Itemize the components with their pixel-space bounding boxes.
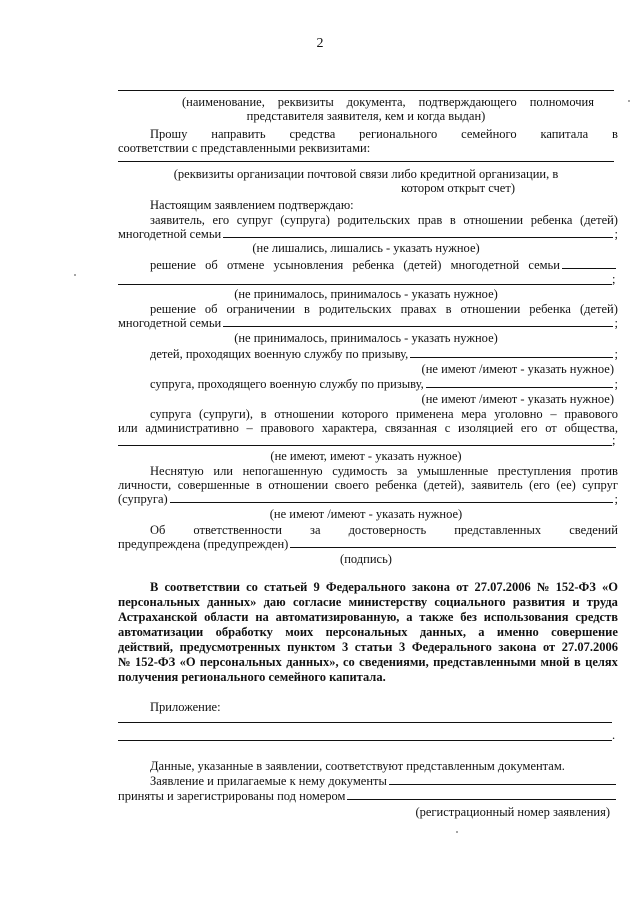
word: судимость — [332, 464, 388, 478]
word: непогашенную — [242, 464, 323, 478]
word: отношении — [460, 302, 521, 316]
word: полномочия — [529, 95, 594, 109]
word: правового — [564, 407, 618, 421]
data-match-statement: Данные, указанные в заявлении, соответствуют представленным документам. — [150, 759, 565, 773]
word: прав — [417, 213, 443, 227]
word: Федерального — [411, 640, 492, 654]
word: (ее) — [556, 478, 576, 492]
word: его — [520, 421, 538, 435]
word: № — [536, 580, 550, 594]
page-number: 2 — [316, 36, 324, 51]
consent-line-3 — [118, 610, 618, 624]
appendix-field-1[interactable] — [118, 722, 612, 723]
parental-rights-line-2: многодетной семьи ; — [118, 227, 618, 241]
word: персональных — [325, 625, 408, 639]
word: правового — [260, 421, 315, 435]
word: мной — [540, 655, 570, 669]
word: отношении — [268, 478, 329, 492]
word: совершение — [551, 625, 618, 639]
accepted-date-field[interactable] — [389, 774, 616, 785]
word: данных», — [286, 655, 339, 669]
word: с — [444, 421, 451, 435]
word: капитала — [540, 127, 589, 141]
word: подтверждающего — [418, 95, 517, 109]
word: в — [304, 302, 310, 316]
adoption-line — [150, 258, 618, 272]
restriction-line — [150, 302, 618, 316]
word: направить — [211, 127, 266, 141]
caption-accepted-1: (не принималось, принималось - указать нужное) — [234, 287, 498, 301]
criminal-line — [150, 407, 618, 421]
word: в — [260, 407, 267, 421]
word: 27.07.2006 — [474, 580, 531, 594]
consent-line-1 — [150, 580, 618, 594]
word: регионального — [359, 127, 438, 141]
document-field-line[interactable] — [118, 90, 614, 91]
caption-document — [182, 95, 594, 109]
word: Федерального — [325, 580, 406, 594]
word: об — [205, 258, 218, 272]
word: личности, — [118, 478, 172, 492]
caption-signature: (подпись) — [340, 552, 392, 566]
word: 152-ФЗ — [134, 655, 176, 669]
word: административно — [145, 421, 239, 435]
caption-have-3: (не имеют, имеют - указать нужное) — [270, 449, 462, 463]
word: 152-ФЗ — [555, 580, 596, 594]
accepted-label-1: Заявление и прилагаемые к нему документы — [150, 774, 387, 788]
restriction-field[interactable] — [223, 316, 612, 327]
restriction-label: многодетной семьи — [118, 316, 222, 330]
consent-line-2 — [118, 595, 618, 609]
adoption-text — [150, 258, 560, 272]
word: об — [204, 302, 218, 316]
word: (детей), — [423, 478, 465, 492]
word: средства — [289, 127, 336, 141]
word: супруга — [150, 407, 192, 421]
caption-document-2: представителя заявителя, кем и когда выдан) — [246, 109, 486, 123]
adoption-field[interactable] — [562, 258, 616, 269]
word: со — [246, 580, 258, 594]
scan-speck — [628, 100, 630, 102]
request-line-2: соответствии с представленными реквизитами: — [118, 141, 371, 155]
word: документа, — [346, 95, 406, 109]
word: заявитель — [470, 478, 523, 492]
caption-org: (реквизиты организации почтовой связи либо кредитной организации, в — [173, 167, 559, 181]
word: Прошу — [150, 127, 188, 141]
conviction-field[interactable] — [170, 492, 613, 503]
request-line — [150, 127, 618, 141]
word: родительских — [318, 302, 392, 316]
word: семейного — [461, 127, 517, 141]
consent-line-5 — [118, 640, 618, 654]
consent-line-4 — [118, 625, 618, 639]
responsibility-line — [150, 523, 618, 537]
word: (детей) — [403, 258, 442, 272]
word: которого — [341, 407, 389, 421]
word: статьи — [354, 640, 393, 654]
word: ограничении — [226, 302, 295, 316]
scan-speck — [74, 274, 76, 276]
word: умышленные — [417, 464, 489, 478]
word: в — [445, 302, 452, 316]
word: применена — [396, 407, 454, 421]
word: за — [396, 464, 408, 478]
word: данных» — [207, 595, 257, 609]
word: в — [612, 127, 618, 141]
word: обработку — [215, 625, 273, 639]
word: ребенка — [530, 213, 573, 227]
word: в — [449, 213, 456, 227]
signature-field[interactable] — [290, 537, 616, 548]
word: отношении — [463, 213, 524, 227]
caption-have-2: (не имеют /имеют - указать нужное) — [421, 392, 614, 406]
word: без — [460, 610, 477, 624]
word: характера, — [321, 421, 378, 435]
word: персональных — [199, 655, 282, 669]
word: 27.07.2006 — [561, 640, 618, 654]
word: ребенка — [529, 302, 571, 316]
word: реквизиты — [277, 95, 334, 109]
word: от — [545, 421, 557, 435]
word: преступления — [497, 464, 572, 478]
word: или — [213, 464, 233, 478]
word: Об — [150, 523, 166, 537]
word: общества, — [564, 421, 618, 435]
word: В — [150, 580, 159, 594]
children-military-line: детей, проходящих военную службу по призыву, ; — [150, 347, 618, 361]
word: заявитель, — [150, 213, 205, 227]
word: супруг — [236, 213, 273, 227]
caption-accepted-2: (не принималось, принималось - указать нужное) — [234, 331, 498, 345]
word: за — [310, 523, 321, 537]
caption-registration-number: (регистрационный номер заявления) — [415, 805, 610, 819]
word: представленными — [433, 655, 537, 669]
word: многодетной — [450, 258, 520, 272]
accepted-line-1 — [150, 774, 618, 788]
word: пунктом — [287, 640, 336, 654]
word: средств — [575, 610, 618, 624]
appendix-label: Приложение: — [150, 700, 221, 714]
word: – — [246, 421, 253, 435]
responsibility-label: предупреждена (предупрежден) — [118, 537, 289, 551]
word: сведений — [569, 523, 618, 537]
word: изоляцией — [457, 421, 514, 435]
word: также — [419, 610, 454, 624]
word: моих — [285, 625, 314, 639]
word: отношении — [274, 407, 334, 421]
word: автоматизированную, — [275, 610, 400, 624]
word: достоверность — [348, 523, 427, 537]
word: ответственности — [193, 523, 282, 537]
word: (наименование, — [182, 95, 265, 109]
criminal-line-2 — [118, 421, 618, 435]
word: целях — [585, 655, 618, 669]
word: Астраханской — [118, 610, 198, 624]
word: в — [256, 478, 262, 492]
word: «О — [179, 655, 196, 669]
restriction-line-2: многодетной семьи ; — [118, 316, 618, 330]
word: (его — [529, 478, 550, 492]
word: в — [573, 655, 581, 669]
word: (супруги), — [199, 407, 253, 421]
word: представленных — [454, 523, 542, 537]
word: «О — [602, 580, 618, 594]
conviction-line — [150, 464, 618, 478]
word: а — [406, 610, 413, 624]
word: именно — [496, 625, 539, 639]
word: соответствии — [164, 580, 240, 594]
word: уголовно — [494, 407, 543, 421]
word: данных, — [419, 625, 466, 639]
conviction-line-3: (супруга) ; — [118, 492, 618, 506]
caption-deprived: (не лишались, лишались - указать нужное) — [252, 241, 480, 255]
consent-line-7: получения регионального семейного капитала. — [118, 670, 386, 684]
word: отмене — [227, 258, 265, 272]
word: мера — [461, 407, 487, 421]
word: согласие — [292, 595, 342, 609]
word: 3 — [341, 640, 349, 654]
spouse-military-label: супруга, проходящего военную службу по призыву, — [150, 377, 424, 391]
word: статьей — [264, 580, 308, 594]
consent-line-6 — [118, 655, 618, 669]
word: персональных — [118, 595, 200, 609]
word: связанная — [384, 421, 438, 435]
word: против — [580, 464, 618, 478]
word: действий, — [118, 640, 174, 654]
children-military-label: детей, проходящих военную службу по призыву, — [150, 347, 409, 361]
parental-rights-field[interactable] — [223, 227, 612, 238]
children-military-field[interactable] — [410, 347, 612, 358]
caption-org-2: котором открыт счет) — [401, 181, 515, 195]
word: министерству — [348, 595, 428, 609]
word: родительских — [337, 213, 411, 227]
word: сведениями, — [359, 655, 429, 669]
word: № — [118, 655, 131, 669]
bank-details-field[interactable] — [118, 161, 614, 162]
word: правах — [400, 302, 437, 316]
conviction-line-2 — [118, 478, 618, 492]
word: закона — [498, 640, 537, 654]
word: семьи — [528, 258, 560, 272]
word: со — [342, 655, 355, 669]
word: 3 — [399, 640, 406, 654]
criminal-field[interactable] — [118, 445, 612, 446]
word: своего — [334, 478, 369, 492]
word: предусмотренных — [179, 640, 281, 654]
word: 9 — [313, 580, 320, 594]
word: области — [204, 610, 249, 624]
word: от — [542, 640, 556, 654]
accepted-line-2 — [118, 789, 618, 803]
parental-rights-line — [150, 213, 618, 227]
word: закона — [412, 580, 451, 594]
word: даю — [263, 595, 286, 609]
word: ребенка — [375, 478, 418, 492]
word: и — [572, 595, 580, 609]
word: – — [550, 407, 557, 421]
word: его — [212, 213, 230, 227]
word: или — [118, 421, 138, 435]
conviction-label: (супруга) — [118, 492, 168, 506]
word: использования — [483, 610, 569, 624]
word: (детей) — [580, 213, 618, 227]
parental-label: многодетной семьи — [118, 227, 222, 241]
accepted-label-2: приняты и зарегистрированы под номером — [118, 789, 346, 803]
scan-speck — [456, 831, 458, 833]
word: усыновления — [273, 258, 344, 272]
adoption-field-2[interactable] — [118, 284, 612, 285]
word: супруг — [582, 478, 618, 492]
word: решение — [150, 302, 196, 316]
registration-number-field[interactable] — [347, 789, 616, 800]
word: (детей) — [579, 302, 618, 316]
word: Неснятую — [150, 464, 204, 478]
caption-have-4: (не имеют /имеют - указать нужное) — [269, 507, 463, 521]
caption-have-1: (не имеют /имеют - указать нужное) — [421, 362, 614, 376]
word: автоматизации — [118, 625, 204, 639]
spouse-military-line: супруга, проходящего военную службу по призыву, ; — [150, 377, 618, 391]
confirm-intro: Настоящим заявлением подтверждаю: — [150, 198, 354, 212]
word: ребенка — [352, 258, 395, 272]
word: труда — [586, 595, 618, 609]
word: а — [478, 625, 485, 639]
word: на — [255, 610, 269, 624]
word: решение — [150, 258, 196, 272]
responsibility-line-2 — [118, 537, 618, 551]
appendix-field-2[interactable] — [118, 740, 612, 741]
word: развития — [512, 595, 566, 609]
word: социального — [434, 595, 506, 609]
word: от — [456, 580, 469, 594]
word: (супруга) — [280, 213, 330, 227]
spouse-military-field[interactable] — [426, 377, 613, 388]
word: совершенные — [177, 478, 250, 492]
